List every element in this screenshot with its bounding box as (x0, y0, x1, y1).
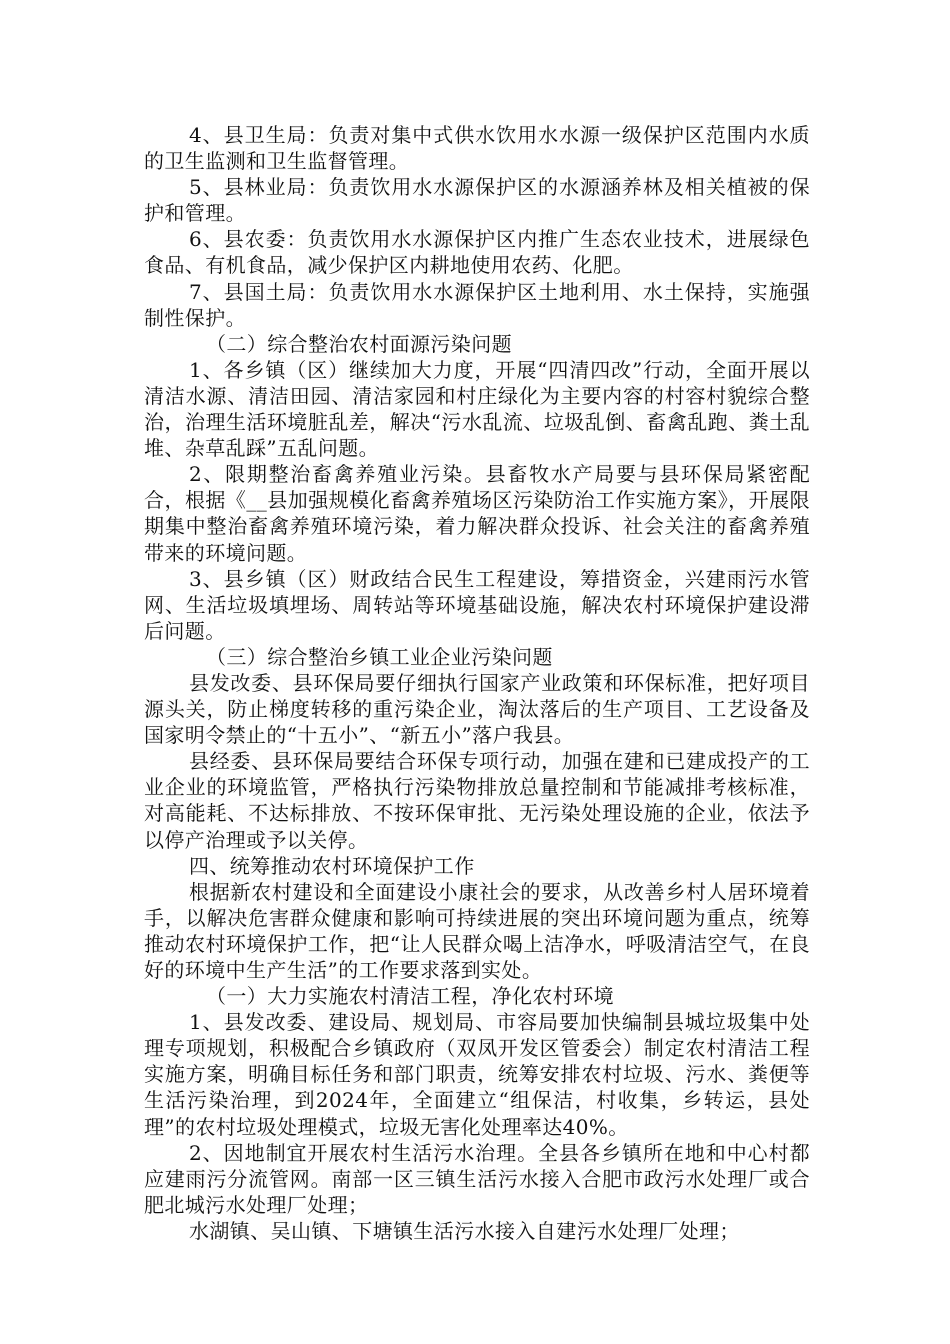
document-body (144, 122, 810, 1244)
section-heading-rural-protection: 四、统筹推动农村环境保护工作 (189, 853, 475, 878)
paragraph-land-bureau: 7、县国土局：负责饮用水水源保护区土地利用、水土保持，实施强制性保护。 (144, 279, 810, 330)
paragraph-town-sewage: 水湖镇、吴山镇、下塘镇生活污水接入自建污水处理厂处理； (189, 1218, 740, 1243)
paragraph-four-cleans: 1、各乡镇（区）继续加大力度，开展“四清四改”行动，全面开展以清洁水源、清洁田园、清洁家园和村庄绿化为主要内容的村容村貌综合整治，治理生活环境脏乱差，解决“污水乱流、垃圾乱倒、畜禽乱跑、粪土乱堆、杂草乱踩”五乱问题。 (144, 357, 810, 461)
paragraph-health-bureau: 4、县卫生局：负责对集中式供水饮用水水源一级保护区范围内水质的卫生监测和卫生监督管理。 (144, 123, 810, 174)
paragraph-economic-committee: 县经委、县环保局要结合环保专项行动，加强在建和已建成投产的工业企业的环境监管，严格执行污染物排放总量控制和节能减排考核标准，对高能耗、不达标排放、不按环保审批、无污染处理设施的企业，依法予以停产治理或予以关停。 (144, 749, 810, 852)
paragraph-development-reform: 县发改委、县环保局要仔细执行国家产业政策和环保标准，把好项目源头关，防止梯度转移的重污染企业，淘汰落后的生产项目、工艺设备及国家明令禁止的“十五小”、“新五小”落户我县。 (144, 670, 810, 748)
paragraph-agriculture-committee: 6、县农委：负责饮用水水源保护区内推广生态农业技术，进展绿色食品、有机食品，减少保护区内耕地使用农药、化肥。 (144, 227, 810, 278)
paragraph-new-countryside: 根据新农村建设和全面建设小康社会的要求，从改善乡村人居环境着手，以解决危害群众健康和影响可持续进展的突出环境问题为重点，统筹推动农村环境保护工作，把“让人民群众喝上洁净水，呼吸清洁空气，在良好的环境中生产生活”的工作要求落到实处。 (144, 879, 810, 982)
paragraph-finance-infrastructure: 3、县乡镇（区）财政结合民生工程建设，筹措资金，兴建雨污水管网、生活垃圾填埋场、周转站等环境基础设施，解决农村环境保护建设滞后问题。 (144, 566, 810, 643)
section-heading-rural-pollution: （二）综合整治农村面源污染问题 (206, 331, 512, 356)
paragraph-forestry-bureau: 5、县林业局：负责饮用水水源保护区的水源涵养林及相关植被的保护和管理。 (144, 175, 810, 226)
paragraph-garbage-planning: 1、县发改委、建设局、规划局、市容局要加快编制县城垃圾集中处理专项规划，积极配合乡镇政府（双凤开发区管委会）制定农村清洁工程实施方案，明确目标任务和部门职责，统筹安排农村垃圾、污水、粪便等生活污染治理，到2024年，全面建立“组保洁，村收集，乡转运，县处理”的农村垃圾处理模式，垃圾无害化处理率达40%。 (144, 1010, 810, 1139)
section-heading-clean-project: （一）大力实施农村清洁工程，净化农村环境 (206, 984, 614, 1009)
section-heading-industrial-pollution: （三）综合整治乡镇工业企业污染问题 (206, 644, 553, 669)
paragraph-sewage-treatment: 2、因地制宜开展农村生活污水治理。全县各乡镇所在地和中心村都应建雨污分流管网。南部一区三镇生活污水接入合肥市政污水处理厂或合肥北城污水处理厂处理； (144, 1140, 810, 1217)
paragraph-livestock-pollution: 2、限期整治畜禽养殖业污染。县畜牧水产局要与县环保局紧密配合，根据《__县加强规模化畜禽养殖场区污染防治工作实施方案》，开展限期集中整治畜禽养殖环境污染，着力解决群众投诉、社会关注的畜禽养殖带来的环境问题。 (144, 462, 810, 565)
